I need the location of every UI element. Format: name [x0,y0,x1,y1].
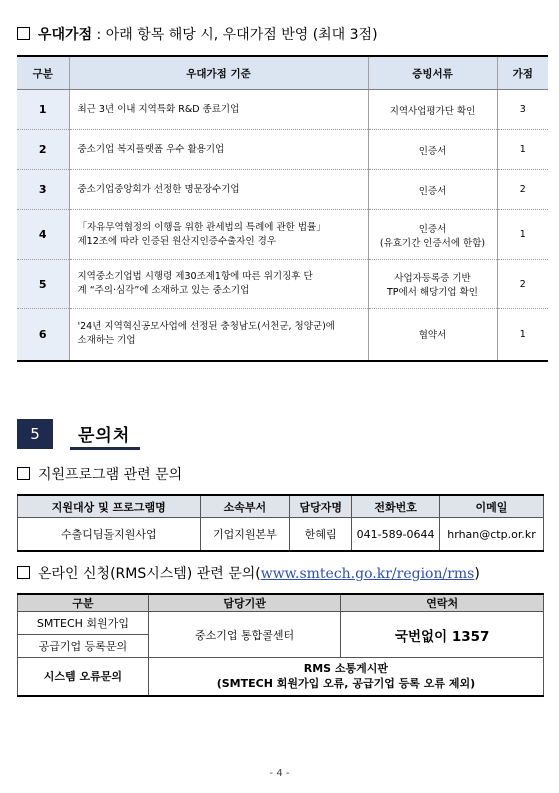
proof-line: TP에서 해당기업 확인 [387,287,478,298]
col-header: 담당기관 [148,594,341,612]
proof-cell: 협약서 [368,309,497,361]
table-row [18,658,544,696]
proof-cell: 인증서 [368,130,497,170]
online-inquiry-heading [17,563,480,583]
criteria-cell [69,260,368,309]
department-cell: 기업지원본부 [200,518,290,552]
proof-cell [368,260,497,309]
table-row [17,210,548,260]
col-header: 지원대상 및 프로그램명 [18,495,201,518]
table-row [17,309,548,361]
col-header: 담당자명 [290,495,352,518]
points-cell: 3 [497,90,548,130]
criteria-line: 지역중소기업법 시행령 제30조제1항에 따른 위기징후 단 [77,271,313,282]
program-contact-table [17,494,544,552]
checkbox-square-icon [17,27,30,40]
checkbox-square-icon [17,566,30,579]
heading-text-end: ) [474,566,480,582]
system-error-contact-cell [148,658,543,696]
criteria-line: 「자유무역협정의 이행을 위한 관세법의 특례에 관한 법률」 [77,221,326,233]
section-title: 문의처 [78,426,131,446]
criteria-line: 계 “주의·심각”에 소재하고 있는 중소기업 [77,285,250,296]
category-cell: 공급기업 등록문의 [18,635,149,658]
col-header: 전화번호 [352,495,440,518]
row-number: 5 [17,260,69,309]
heading-rest-text: : 아래 항목 해당 시, 우대가점 반영 (최대 3점) [92,27,378,43]
table-row [18,612,544,635]
points-cell: 1 [497,130,548,170]
program-inquiry-heading [17,464,182,484]
online-contact-table [17,593,544,697]
proof-line: 사업자등록증 기반 [394,273,471,284]
col-header: 이메일 [440,495,544,518]
preference-points-table [17,55,548,362]
row-number: 4 [17,210,69,260]
category-cell: 시스템 오류문의 [18,658,149,696]
rms-link[interactable]: www.smtech.go.kr/region/rms [260,566,475,582]
checkbox-square-icon [17,467,30,480]
email-cell[interactable]: hrhan@ctp.or.kr [440,518,544,552]
heading-bold-text: 우대가점 [38,27,93,43]
col-header: 소속부서 [200,495,290,518]
criteria-line: 소재하는 기업 [77,335,136,347]
table-header-row [18,594,544,612]
col-header: 우대가점 기준 [69,56,368,90]
contact-line: (SMTECH 회원가입 오류, 공급기업 등록 오류 제외) [216,677,476,691]
col-header: 가점 [497,56,548,90]
section-number-badge: 5 [17,419,53,449]
table-row [18,518,544,552]
contact-line: RMS 소통게시판 [303,662,389,676]
heading-text: 지원프로그램 관련 문의 [38,467,183,483]
table-row [17,130,548,170]
organization-cell: 중소기업 통합콜센터 [148,612,341,658]
proof-cell: 인증서 [368,170,497,210]
points-cell: 1 [497,309,548,361]
row-number: 3 [17,170,69,210]
criteria-line: '24년 지역혁신공모사업에 선정된 충청남도(서천군, 청양군)에 [77,321,335,333]
criteria-cell [69,210,368,260]
contact-number-cell: 국번없이 1357 [341,612,544,658]
heading-text: 온라인 신청(RMS시스템) 관련 문의( [38,566,261,582]
table-header-row [18,495,544,518]
col-header: 증빙서류 [368,56,497,90]
phone-cell: 041-589-0644 [352,518,440,552]
criteria-cell: 중소기업중앙회가 선정한 명문장수기업 [69,170,368,210]
points-cell: 1 [497,210,548,260]
col-header: 연락처 [341,594,544,612]
row-number: 6 [17,309,69,361]
proof-line: 인증서 [418,223,447,235]
table-header-row [17,56,548,90]
section-title-underline [70,447,140,450]
page-number: - 4 - [269,768,290,779]
table-row [17,90,548,130]
criteria-cell: 중소기업 복지플랫폼 우수 활용기업 [69,130,368,170]
proof-cell [368,210,497,260]
proof-cell: 지역사업평가단 확인 [368,90,497,130]
row-number: 1 [17,90,69,130]
program-name-cell: 수출디딤돌지원사업 [18,518,201,552]
col-header: 구분 [18,594,149,612]
preference-points-heading [17,24,378,44]
category-cell: SMTECH 회원가입 [18,612,149,635]
table-row [17,170,548,210]
row-number: 2 [17,130,69,170]
contact-person-cell: 한혜림 [290,518,352,552]
criteria-line: 제12조에 따라 인증된 원산지인증수출자인 경우 [77,235,277,247]
criteria-cell: 최근 3년 이내 지역특화 R&D 종료기업 [69,90,368,130]
table-row [17,260,548,309]
points-cell: 2 [497,170,548,210]
criteria-cell [69,309,368,361]
points-cell: 2 [497,260,548,309]
col-header: 구분 [17,56,69,90]
proof-line: (유효기간 인증서에 한함) [379,237,486,249]
